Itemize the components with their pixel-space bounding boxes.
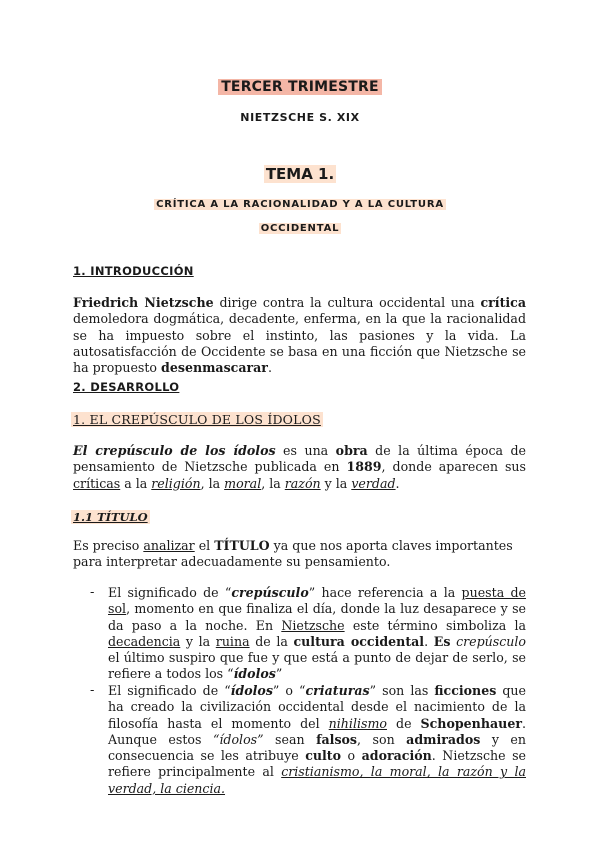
bullet-dash-1: - [90,585,95,600]
document-title [0,76,600,95]
title-text: TERCER TRIMESTRE [218,79,382,95]
subsection-heading: 1.1 TÍTULO [73,510,148,524]
tema-title-text: TEMA 1. [265,165,335,183]
tema-title [0,164,600,183]
bullet-crepusculo: El significado de “crepúsculo” hace referencia a la puesta de sol, momento en que finaliza el día, donde la luz desaparece y se da paso a la noche. En Nietzsche este término simboliza la decadencia y la ruina de la cultura occidental. Es crepúsculo el último suspiro que fue y que está a punto de dejar de serlo, se refiere a todos los “ídolos” [108,585,527,682]
tema-subtitle [0,192,600,240]
intro-heading: 1. INTRODUCCIÓN [73,264,194,278]
bullet-dash-2: - [90,683,95,698]
desarrollo-heading: 2. DESARROLLO [73,380,180,394]
document-subtitle [0,106,600,125]
bullet-idolos: El significado de “ídolos” o “criaturas” son las ficciones que ha creado la civilización occidental desde el nacimiento de la filosofía hasta el momento del nihilismo de Schopenhauer. Aunque estos “ídolos” sean falsos, son admirados y en consecuencia se les atribuye culto o adoración. Nietzsche se refiere principalmente al cristianismo, la moral, la razón y la verdad, la ciencia. [108,683,526,796]
crepusculo-paragraph: El crepúsculo de los ídolos es una obra de la última época de pensamiento de Nietzsche publicada en 1889, donde aparecen sus críticas a la religión, la moral, la razón y la verdad. [73,443,527,491]
titulo-paragraph: Es preciso analizar el TÍTULO ya que nos aporta claves importantes para interpretar adecuadamente su pensamiento. [73,538,513,570]
subtitle-text: NIETZSCHE S. XIX [240,111,360,124]
intro-paragraph: Friedrich Nietzsche dirige contra la cultura occidental una crítica demoledora dogmática, decadente, enferma, en la que la racionalidad se ha impuesto sobre el instinto, las pasiones y la vida. La autosatisfacción de Occidente se basa en una ficción que Nietzsche se ha propuesto desenmascarar. [73,295,527,376]
tema-subtitle-line1: CRÍTICA A LA RACIONALIDAD Y A LA CULTURA [156,199,444,210]
section1-heading: 1. EL CREPÚSCULO DE LOS ÍDOLOS [73,412,321,427]
tema-subtitle-line2: OCCIDENTAL [260,223,340,234]
